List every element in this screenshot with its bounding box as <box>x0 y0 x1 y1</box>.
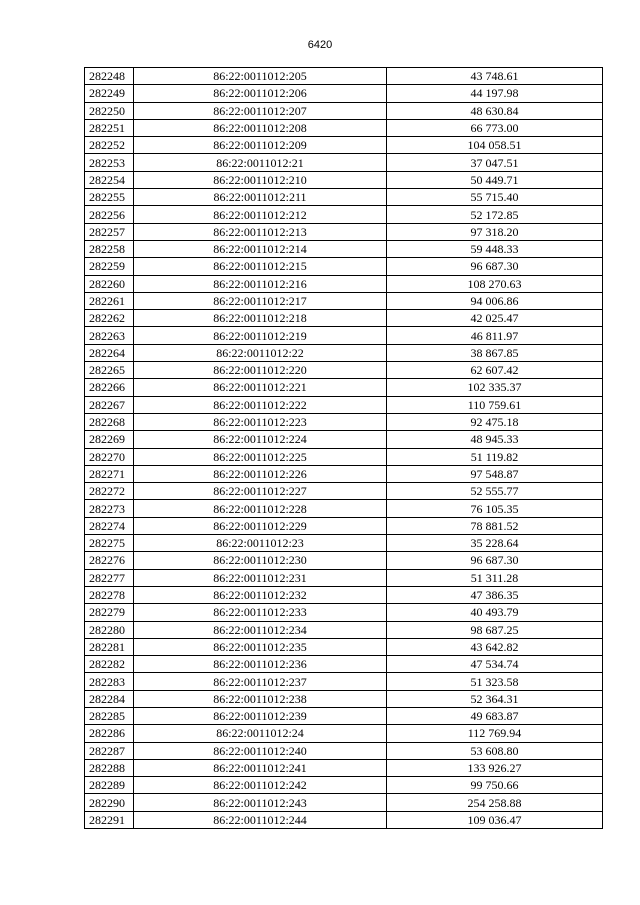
cadastral-value-cell: 47 534.74 <box>387 656 603 673</box>
cadastral-number-cell: 86:22:0011012:241 <box>134 759 387 776</box>
cadastral-number-cell: 86:22:0011012:212 <box>134 206 387 223</box>
table-row <box>85 621 603 638</box>
row-id-cell: 282288 <box>85 759 134 776</box>
cadastral-number-cell: 86:22:0011012:218 <box>134 310 387 327</box>
cadastral-number-cell: 86:22:0011012:21 <box>134 154 387 171</box>
table-row <box>85 638 603 655</box>
table-row <box>85 811 603 828</box>
row-id-cell: 282248 <box>85 68 134 85</box>
cadastral-value-cell: 133 926.27 <box>387 759 603 776</box>
row-id-cell: 282275 <box>85 535 134 552</box>
cadastral-number-cell: 86:22:0011012:240 <box>134 742 387 759</box>
row-id-cell: 282259 <box>85 258 134 275</box>
table-row <box>85 431 603 448</box>
cadastral-value-cell: 109 036.47 <box>387 811 603 828</box>
table-row <box>85 344 603 361</box>
row-id-cell: 282262 <box>85 310 134 327</box>
cadastral-number-cell: 86:22:0011012:224 <box>134 431 387 448</box>
cadastral-number-cell: 86:22:0011012:244 <box>134 811 387 828</box>
cadastral-value-cell: 52 364.31 <box>387 690 603 707</box>
cadastral-value-cell: 43 642.82 <box>387 638 603 655</box>
table-row <box>85 362 603 379</box>
cadastral-value-cell: 98 687.25 <box>387 621 603 638</box>
cadastral-number-cell: 86:22:0011012:214 <box>134 240 387 257</box>
cadastral-number-cell: 86:22:0011012:206 <box>134 85 387 102</box>
row-id-cell: 282251 <box>85 119 134 136</box>
row-id-cell: 282282 <box>85 656 134 673</box>
row-id-cell: 282287 <box>85 742 134 759</box>
cadastral-value-cell: 104 058.51 <box>387 137 603 154</box>
cadastral-value-cell: 53 608.80 <box>387 742 603 759</box>
table-row <box>85 483 603 500</box>
cadastral-number-cell: 86:22:0011012:209 <box>134 137 387 154</box>
cadastral-number-cell: 86:22:0011012:205 <box>134 68 387 85</box>
cadastral-number-cell: 86:22:0011012:243 <box>134 794 387 811</box>
cadastral-value-cell: 40 493.79 <box>387 604 603 621</box>
table-row <box>85 413 603 430</box>
cadastral-value-cell: 78 881.52 <box>387 517 603 534</box>
cadastral-value-cell: 97 318.20 <box>387 223 603 240</box>
cadastral-number-cell: 86:22:0011012:23 <box>134 535 387 552</box>
row-id-cell: 282260 <box>85 275 134 292</box>
row-id-cell: 282254 <box>85 171 134 188</box>
table-row <box>85 690 603 707</box>
cadastral-value-cell: 254 258.88 <box>387 794 603 811</box>
row-id-cell: 282283 <box>85 673 134 690</box>
page-number: 6420 <box>307 39 333 51</box>
row-id-cell: 282256 <box>85 206 134 223</box>
row-id-cell: 282289 <box>85 777 134 794</box>
row-id-cell: 282249 <box>85 85 134 102</box>
row-id-cell: 282278 <box>85 586 134 603</box>
row-id-cell: 282265 <box>85 362 134 379</box>
row-id-cell: 282285 <box>85 707 134 724</box>
cadastral-value-cell: 96 687.30 <box>387 258 603 275</box>
cadastral-value-cell: 44 197.98 <box>387 85 603 102</box>
row-id-cell: 282271 <box>85 465 134 482</box>
cadastral-value-cell: 51 323.58 <box>387 673 603 690</box>
cadastral-number-cell: 86:22:0011012:219 <box>134 327 387 344</box>
cadastral-value-cell: 43 748.61 <box>387 68 603 85</box>
cadastral-value-cell: 97 548.87 <box>387 465 603 482</box>
cadastral-value-cell: 49 683.87 <box>387 707 603 724</box>
row-id-cell: 282255 <box>85 189 134 206</box>
row-id-cell: 282280 <box>85 621 134 638</box>
cadastral-number-cell: 86:22:0011012:237 <box>134 673 387 690</box>
table-row <box>85 535 603 552</box>
table-row <box>85 707 603 724</box>
cadastral-value-cell: 108 270.63 <box>387 275 603 292</box>
cadastral-number-cell: 86:22:0011012:222 <box>134 396 387 413</box>
cadastral-value-cell: 92 475.18 <box>387 413 603 430</box>
table-row <box>85 604 603 621</box>
cadastral-number-cell: 86:22:0011012:228 <box>134 500 387 517</box>
cadastral-value-cell: 50 449.71 <box>387 171 603 188</box>
row-id-cell: 282272 <box>85 483 134 500</box>
cadastral-number-cell: 86:22:0011012:208 <box>134 119 387 136</box>
cadastral-number-cell: 86:22:0011012:22 <box>134 344 387 361</box>
table-row <box>85 552 603 569</box>
row-id-cell: 282284 <box>85 690 134 707</box>
cadastral-number-cell: 86:22:0011012:213 <box>134 223 387 240</box>
cadastral-number-cell: 86:22:0011012:215 <box>134 258 387 275</box>
table-row <box>85 258 603 275</box>
cadastral-value-cell: 48 630.84 <box>387 102 603 119</box>
table-row <box>85 794 603 811</box>
row-id-cell: 282268 <box>85 413 134 430</box>
cadastral-number-cell: 86:22:0011012:231 <box>134 569 387 586</box>
table-row <box>85 742 603 759</box>
table-row <box>85 275 603 292</box>
cadastral-number-cell: 86:22:0011012:210 <box>134 171 387 188</box>
cadastral-number-cell: 86:22:0011012:221 <box>134 379 387 396</box>
cadastral-value-cell: 48 945.33 <box>387 431 603 448</box>
table-row <box>85 725 603 742</box>
row-id-cell: 282276 <box>85 552 134 569</box>
row-id-cell: 282263 <box>85 327 134 344</box>
cadastral-value-cell: 112 769.94 <box>387 725 603 742</box>
cadastral-number-cell: 86:22:0011012:226 <box>134 465 387 482</box>
table-row <box>85 310 603 327</box>
cadastral-number-cell: 86:22:0011012:220 <box>134 362 387 379</box>
row-id-cell: 282266 <box>85 379 134 396</box>
cadastral-number-cell: 86:22:0011012:211 <box>134 189 387 206</box>
table-row <box>85 448 603 465</box>
cadastral-number-cell: 86:22:0011012:216 <box>134 275 387 292</box>
table-row <box>85 292 603 309</box>
row-id-cell: 282290 <box>85 794 134 811</box>
table-row <box>85 777 603 794</box>
table-row <box>85 586 603 603</box>
table-row <box>85 759 603 776</box>
cadastral-value-cell: 96 687.30 <box>387 552 603 569</box>
cadastral-number-cell: 86:22:0011012:235 <box>134 638 387 655</box>
cadastral-value-cell: 66 773.00 <box>387 119 603 136</box>
cadastral-value-cell: 42 025.47 <box>387 310 603 327</box>
cadastral-number-cell: 86:22:0011012:234 <box>134 621 387 638</box>
row-id-cell: 282291 <box>85 811 134 828</box>
cadastral-value-table <box>84 67 603 829</box>
cadastral-number-cell: 86:22:0011012:229 <box>134 517 387 534</box>
cadastral-number-cell: 86:22:0011012:223 <box>134 413 387 430</box>
table-row <box>85 240 603 257</box>
cadastral-value-cell: 37 047.51 <box>387 154 603 171</box>
cadastral-value-cell: 55 715.40 <box>387 189 603 206</box>
cadastral-value-cell: 99 750.66 <box>387 777 603 794</box>
table-row <box>85 517 603 534</box>
table-row <box>85 119 603 136</box>
table-row <box>85 206 603 223</box>
cadastral-number-cell: 86:22:0011012:242 <box>134 777 387 794</box>
row-id-cell: 282277 <box>85 569 134 586</box>
cadastral-number-cell: 86:22:0011012:227 <box>134 483 387 500</box>
cadastral-number-cell: 86:22:0011012:217 <box>134 292 387 309</box>
table-row <box>85 500 603 517</box>
table-row <box>85 327 603 344</box>
row-id-cell: 282281 <box>85 638 134 655</box>
cadastral-value-cell: 51 119.82 <box>387 448 603 465</box>
table-row <box>85 656 603 673</box>
table-row <box>85 68 603 85</box>
table-row <box>85 673 603 690</box>
row-id-cell: 282274 <box>85 517 134 534</box>
cadastral-value-cell: 52 172.85 <box>387 206 603 223</box>
cadastral-value-cell: 62 607.42 <box>387 362 603 379</box>
row-id-cell: 282279 <box>85 604 134 621</box>
cadastral-value-cell: 59 448.33 <box>387 240 603 257</box>
table-row <box>85 137 603 154</box>
row-id-cell: 282273 <box>85 500 134 517</box>
cadastral-value-cell: 38 867.85 <box>387 344 603 361</box>
cadastral-number-cell: 86:22:0011012:207 <box>134 102 387 119</box>
row-id-cell: 282258 <box>85 240 134 257</box>
cadastral-value-cell: 94 006.86 <box>387 292 603 309</box>
table-row <box>85 189 603 206</box>
cadastral-number-cell: 86:22:0011012:24 <box>134 725 387 742</box>
cadastral-number-cell: 86:22:0011012:232 <box>134 586 387 603</box>
row-id-cell: 282250 <box>85 102 134 119</box>
row-id-cell: 282264 <box>85 344 134 361</box>
table-row <box>85 569 603 586</box>
cadastral-value-cell: 102 335.37 <box>387 379 603 396</box>
row-id-cell: 282261 <box>85 292 134 309</box>
row-id-cell: 282252 <box>85 137 134 154</box>
cadastral-value-cell: 76 105.35 <box>387 500 603 517</box>
row-id-cell: 282267 <box>85 396 134 413</box>
row-id-cell: 282257 <box>85 223 134 240</box>
cadastral-number-cell: 86:22:0011012:225 <box>134 448 387 465</box>
cadastral-number-cell: 86:22:0011012:239 <box>134 707 387 724</box>
table-row <box>85 396 603 413</box>
cadastral-value-cell: 46 811.97 <box>387 327 603 344</box>
table-body <box>85 68 603 829</box>
table-row <box>85 223 603 240</box>
row-id-cell: 282270 <box>85 448 134 465</box>
cadastral-number-cell: 86:22:0011012:230 <box>134 552 387 569</box>
cadastral-number-cell: 86:22:0011012:233 <box>134 604 387 621</box>
table-row <box>85 171 603 188</box>
cadastral-value-cell: 47 386.35 <box>387 586 603 603</box>
cadastral-number-cell: 86:22:0011012:238 <box>134 690 387 707</box>
cadastral-value-cell: 51 311.28 <box>387 569 603 586</box>
table-row <box>85 379 603 396</box>
cadastral-value-cell: 35 228.64 <box>387 535 603 552</box>
table-row <box>85 465 603 482</box>
row-id-cell: 282253 <box>85 154 134 171</box>
cadastral-number-cell: 86:22:0011012:236 <box>134 656 387 673</box>
cadastral-value-cell: 110 759.61 <box>387 396 603 413</box>
row-id-cell: 282286 <box>85 725 134 742</box>
row-id-cell: 282269 <box>85 431 134 448</box>
table-row <box>85 85 603 102</box>
table-row <box>85 154 603 171</box>
table-row <box>85 102 603 119</box>
cadastral-value-cell: 52 555.77 <box>387 483 603 500</box>
